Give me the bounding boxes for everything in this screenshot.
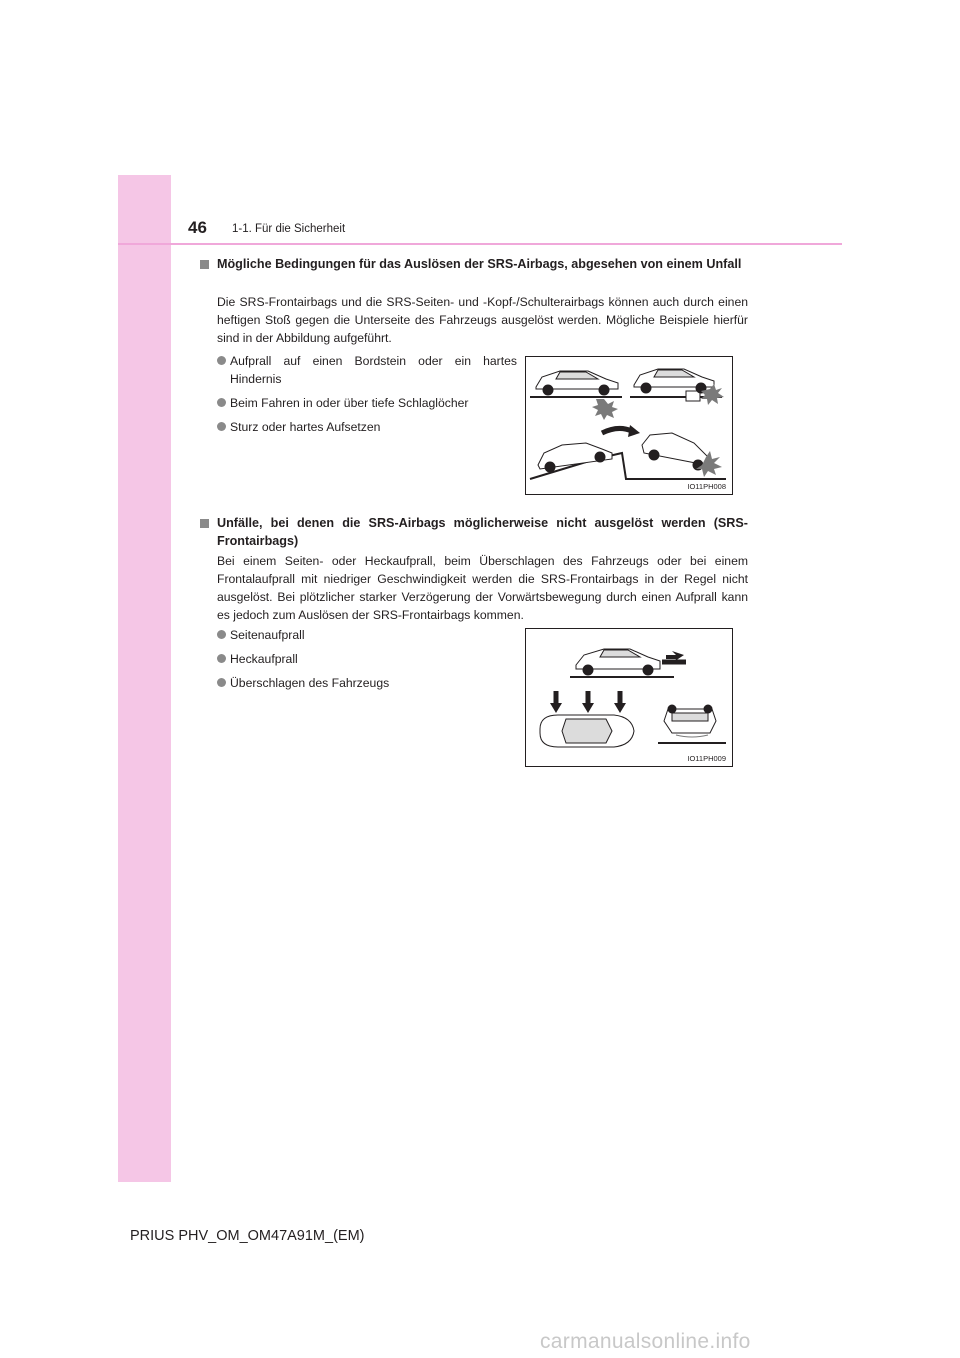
page-number: 46: [188, 218, 207, 237]
chapter-title: 1-1. Für die Sicherheit: [232, 223, 346, 235]
square-bullet-icon: [200, 260, 209, 269]
figure-code: IO11PH008: [687, 482, 726, 491]
non-trigger-accident-illustration: [526, 629, 732, 766]
square-bullet-icon: [200, 519, 209, 528]
car-obstacle-impact-icon: [630, 369, 724, 405]
list-item: Überschlagen des Fahrzeugs: [217, 674, 517, 692]
section-heading: Unfälle, bei denen die SRS-Airbags möglicherweise nicht ausgelöst werden (SRS-Frontairbags): [200, 514, 748, 550]
watermark: carmanualsonline.info: [540, 1330, 751, 1353]
figure-non-trigger-accidents: [525, 628, 733, 767]
model-code-footer: PRIUS PHV_OM_OM47A91M_(EM): [130, 1228, 365, 1244]
undercarriage-impact-illustration: [526, 357, 732, 494]
car-rollover-icon: [658, 705, 726, 743]
section-heading: Mögliche Bedingungen für das Auslösen der SRS-Airbags, abgesehen von einem Unfall: [200, 255, 748, 273]
list-item: Sturz oder hartes Aufsetzen: [217, 418, 517, 436]
list-item: Heckaufprall: [217, 650, 517, 668]
chapter-sidebar: [118, 175, 171, 1182]
header-rule: [118, 243, 842, 245]
bullet-list: [217, 352, 517, 436]
list-item: Beim Fahren in oder über tiefe Schlaglöcher: [217, 394, 517, 412]
car-rear-impact-icon: [570, 649, 686, 677]
section-paragraph: Bei einem Seiten- oder Heckaufprall, beim Überschlagen des Fahrzeugs oder bei einem Frontalaufprall mit niedriger Geschwindigkeit werden die SRS-Frontairbags in der Regel nicht ausgelöst. Bei plötzlicher starker Verzögerung der Vorwärtsbewegung durch einen Aufprall kann es jedoch zum Auslösen der SRS-Frontairbags kommen.: [217, 554, 748, 622]
car-curb-impact-icon: [530, 371, 622, 420]
section-paragraph: Die SRS-Frontairbags und die SRS-Seiten- und -Kopf-/Schulterairbags können auch durch einen heftigen Stoß gegen die Unterseite des Fahrzeugs ausgelöst werden. Mögliche Beispiele hierfür sind in der Abbildung aufgeführt.: [217, 295, 748, 345]
car-fall-impact-icon: [530, 425, 726, 479]
figure-undercarriage-impacts: [525, 356, 733, 495]
list-item: Seitenaufprall: [217, 626, 517, 644]
figure-code: IO11PH009: [687, 754, 726, 763]
list-item: Aufprall auf einen Bordstein oder ein hartes Hindernis: [217, 352, 517, 388]
bullet-list: [217, 626, 517, 692]
car-side-impact-icon: [540, 691, 634, 747]
